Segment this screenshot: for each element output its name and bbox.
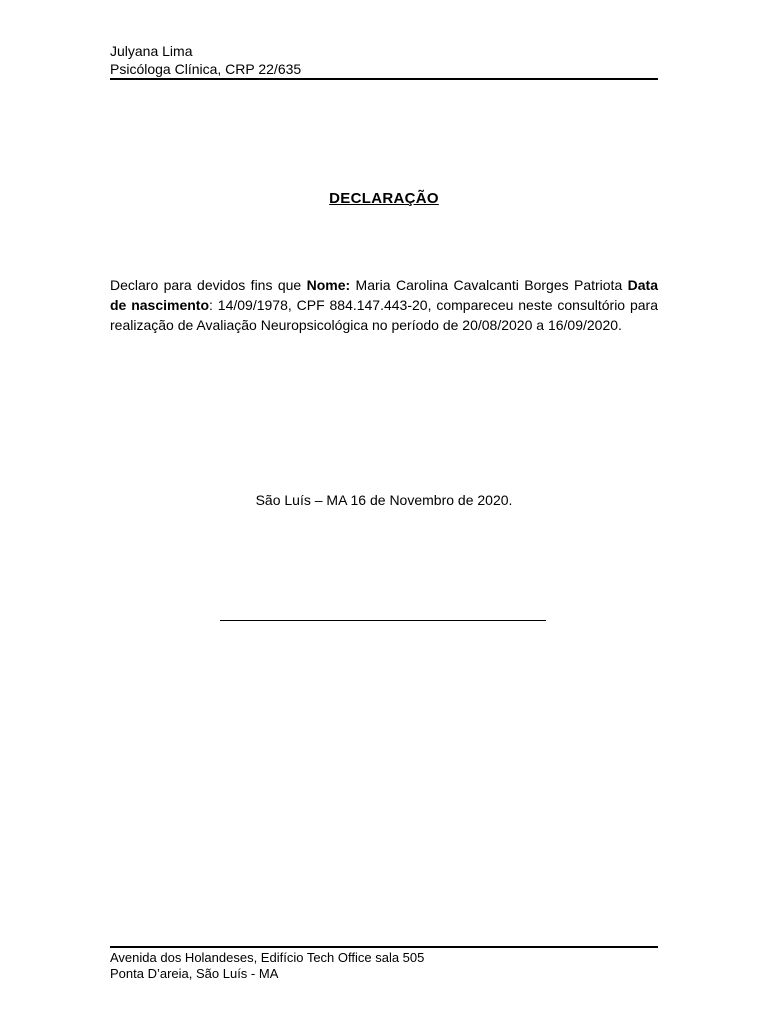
document-title: DECLARAÇÃO [329, 190, 439, 207]
letterhead [110, 42, 658, 78]
patient-name: Maria Carolina Cavalcanti Borges Patriota [350, 277, 628, 293]
address-line-2: Ponta D’areia, São Luís - MA [110, 966, 279, 981]
header-divider [110, 78, 658, 80]
footer-divider [110, 946, 658, 948]
declaration-details: : 14/09/1978, CPF 884.147.443-20, compareceu neste consultório para realização de Avaliação Neuropsicológica no período de 20/08/2020 a 16/09/2020. [110, 297, 658, 333]
psychologist-name: Julyana Lima [110, 43, 193, 59]
place-and-date: São Luís – MA 16 de Novembro de 2020. [255, 492, 513, 508]
name-label: Nome: [306, 277, 351, 293]
address-line-1: Avenida dos Holandeses, Edifício Tech Office sala 505 [110, 950, 425, 965]
signature-line [220, 620, 546, 621]
birth-date-label: Data de nascimento [110, 277, 658, 313]
footer-address [110, 950, 658, 982]
declaration-intro: Declaro para devidos fins que [110, 277, 307, 293]
declaration-body [110, 275, 658, 335]
psychologist-credential: Psicóloga Clínica, CRP 22/635 [110, 61, 302, 77]
